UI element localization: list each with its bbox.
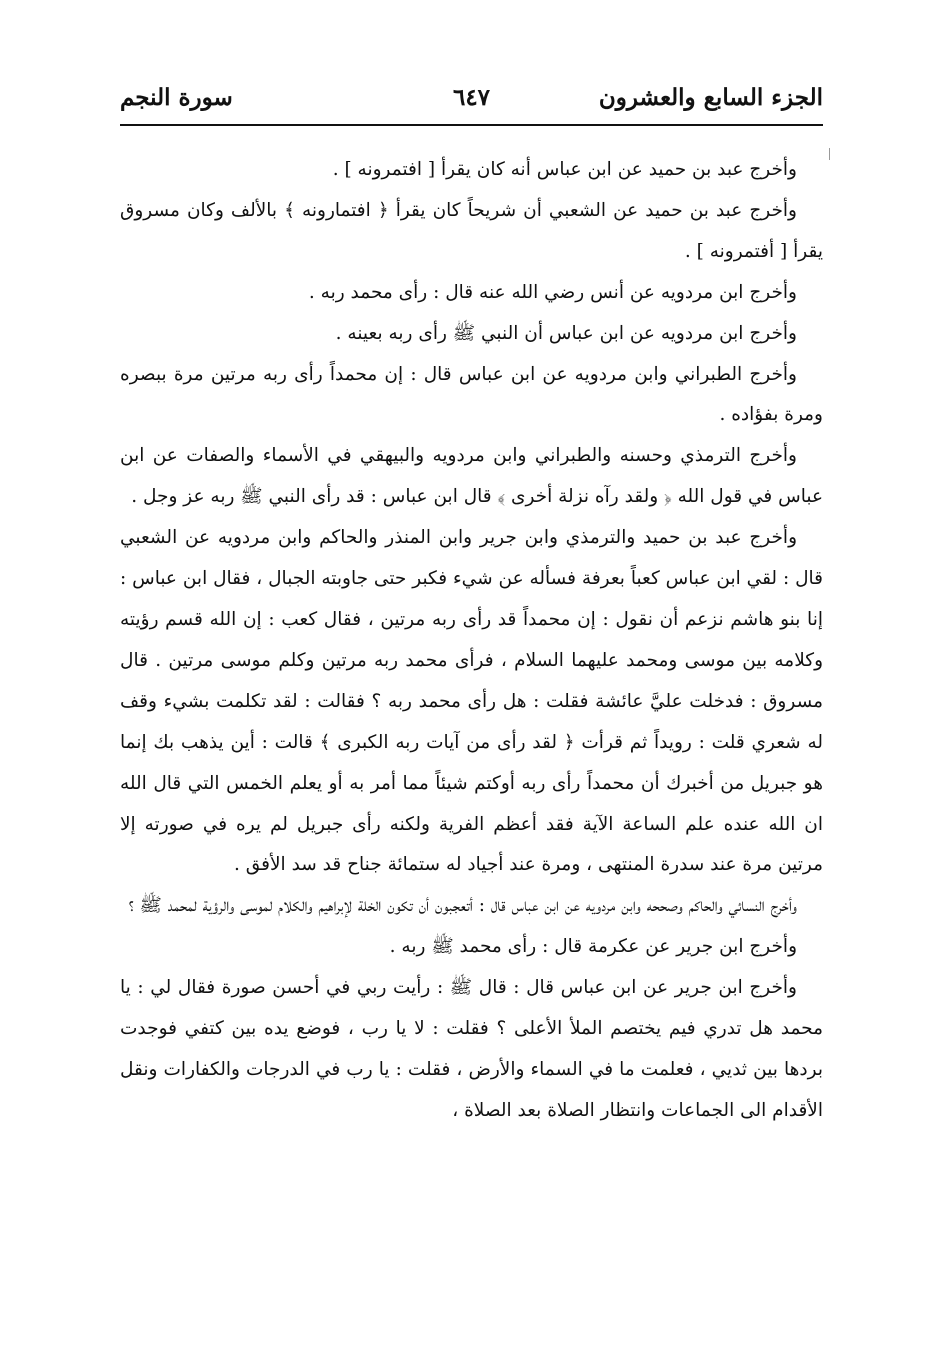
running-header	[120, 76, 823, 120]
margin-mark	[829, 148, 830, 160]
paragraph: وأخرج ابن جرير عن عكرمة قال : رأى محمد ﷺ ربه .	[389, 936, 797, 958]
paragraph: وأخرج عبد بن حميد عن الشعبي أن شريحاً كان يقرأ ﴿ افتمارونه ﴾ بالألف وكان مسروق يقرأ [ أفتمرونه ] .	[120, 199, 823, 262]
paragraph: وأخرج عبد بن حميد والترمذي وابن جرير وابن المنذر والحاكم وابن مردويه عن الشعبي قال : لقي ابن عباس كعباً بعرفة فسأله عن شيء فكبر حتى جاوبته الجبال ، فقال ابن عباس : إنا بنو هاشم نزعم أن نقول : إن محمداً قد رأى ربه مرتين ، فقال كعب : إن الله قسم رؤيته وكلامه بين موسى ومحمد عليهما السلام ، فرأى محمد ربه مرتين وكلم موسى مرتين . قال مسروق : فدخلت عليَّ عائشة فقلت : هل رأى محمد ربه ؟ فقالت : لقد تكلمت بشيء وقف له شعري قلت : رويداً ثم قرأت ﴿ لقد رأى من آيات ربه الكبرى ﴾ قالت : أين يذهب بك إنما هو جبريل من أخبرك أن محمداً رأى ربه أوكتم شيئاً مما أمر به أو يعلم الخمس التي قال الله ان الله عنده علم الساعة الآية فقد أعظم الفرية ولكنه رأى جبريل لم يره في صورته إلا مرتين مرة عند سدرة المنتهى ، ومرة عند أجياد له ستمائة جناح قد سد الأفق .	[120, 527, 823, 876]
juz-title: الجزء السابع والعشرون	[598, 84, 823, 111]
paragraph: وأخرج الترمذي وحسنه والطبراني وابن مردويه والبيهقي في الأسماء والصفات عن ابن عباس في قول الله ﴿ ولقد رآه نزلة أخرى ﴾ قال ابن عباس : قد رأى النبي ﷺ ربه عز وجل .	[120, 445, 823, 508]
paragraph: وأخرج ابن مردويه عن أنس رضي الله عنه قال : رأى محمد ربه .	[308, 281, 797, 303]
paragraph: وأخرج عبد بن حميد عن ابن عباس أنه كان يقرأ [ افتمرونه ] .	[332, 159, 797, 180]
paragraph: وأخرج الطبراني وابن مردويه عن ابن عباس قال : إن محمداً رأى ربه مرتين مرة ببصره ومرة بفؤاده .	[120, 363, 823, 426]
header-rule	[120, 124, 823, 126]
paragraph: وأخرج ابن مردويه عن ابن عباس أن النبي ﷺ رأى ربه بعينه .	[335, 322, 797, 344]
surah-title: سورة النجم	[120, 84, 233, 111]
page-number: ٦٤٧	[452, 84, 491, 111]
text-body	[120, 150, 823, 1132]
paragraph: وأخرج النسائي والحاكم وصححه وابن مردويه عن ابن عباس قال : أتعجبون أن تكون الخلة لإبراهيم والكلام لموسى والرؤية لمحمد ﷺ ؟	[128, 895, 797, 917]
paragraph: وأخرج ابن جرير عن ابن عباس قال : قال ﷺ : رأيت ربي في أحسن صورة فقال لي : يا محمد هل تدري فيم يختصم الملأ الأعلى ؟ فقلت : لا يا رب ، فوضع يده بين كتفي فوجدت بردها بين ثديي ، فعلمت ما في السماء والأرض ، فقلت : يا رب في الدرجات والكفارات ونقل الأقدام الى الجماعات وانتظار الصلاة بعد الصلاة ،	[120, 977, 823, 1121]
